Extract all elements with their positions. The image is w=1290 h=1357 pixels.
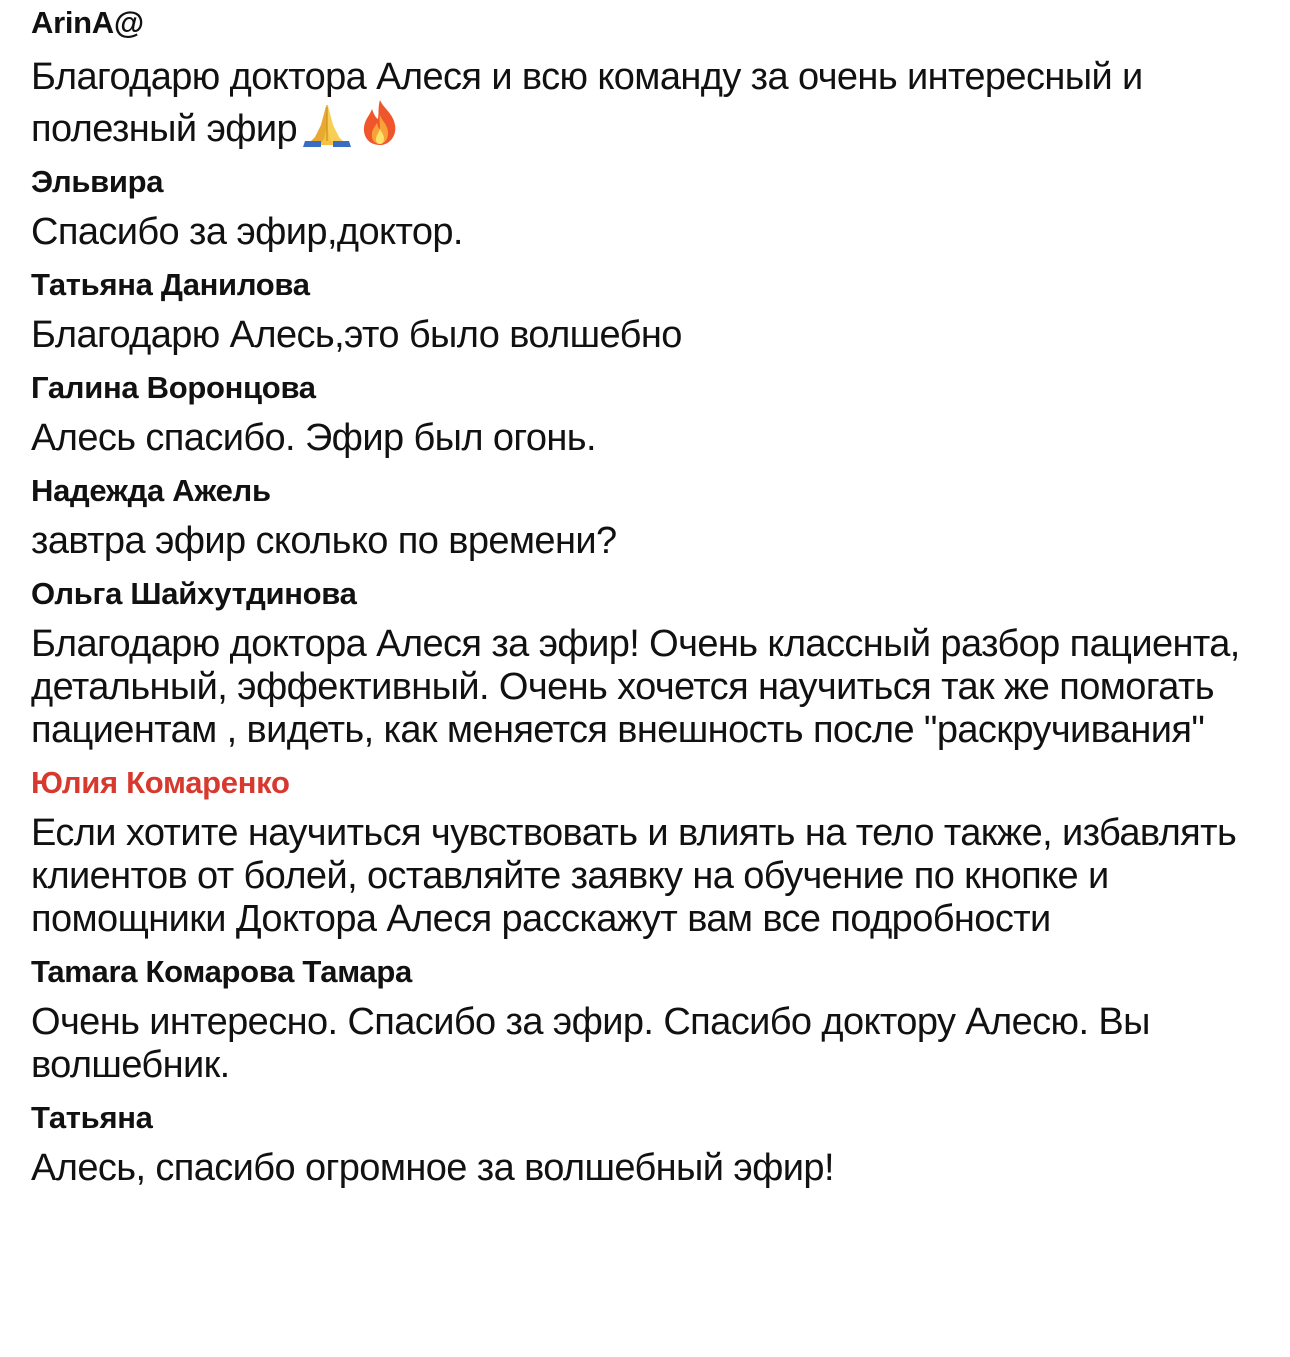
message-text-content: Благодарю доктора Алеся и всю команду за очень интересный и полезный эфир bbox=[31, 56, 1143, 150]
message-author[interactable]: ArinA@ bbox=[31, 5, 144, 40]
message-author[interactable]: Татьяна bbox=[31, 1100, 153, 1135]
fire-icon bbox=[357, 99, 403, 147]
chat-message bbox=[31, 953, 1260, 1087]
message-author[interactable]: Ольга Шайхутдинова bbox=[31, 576, 357, 611]
message-text: Спасибо за эфир,доктор. bbox=[31, 211, 463, 253]
message-text: Благодарю Алесь,это было волшебно bbox=[31, 314, 682, 356]
pray-icon bbox=[299, 103, 355, 147]
message-text: Благодарю доктора Алеся за эфир! Очень классный разбор пациента, детальный, эффективный. Очень хочется научиться так же помогать пациентам , видеть, как меняется внешность после "раскручивания" bbox=[31, 623, 1240, 751]
message-author[interactable]: Надежда Ажель bbox=[31, 473, 271, 508]
chat-message bbox=[31, 369, 1260, 460]
message-text: Если хотите научиться чувствовать и влиять на тело также, избавлять клиентов от болей, оставляйте заявку на обучение по кнопке и помощники Доктора Алеся расскажут вам все подробности bbox=[31, 812, 1237, 940]
message-text: Очень интересно. Спасибо за эфир. Спасибо доктору Алесю. Вы волшебник. bbox=[31, 1001, 1150, 1086]
message-author-moderator[interactable]: Юлия Комаренко bbox=[31, 765, 290, 800]
message-author[interactable]: Галина Воронцова bbox=[31, 370, 316, 405]
message-author[interactable]: Tamara Комарова Тамара bbox=[31, 954, 412, 989]
chat-message bbox=[31, 1099, 1260, 1190]
chat-message bbox=[31, 575, 1260, 752]
message-text: Алесь спасибо. Эфир был огонь. bbox=[31, 417, 596, 459]
chat-message bbox=[31, 472, 1260, 563]
chat-message bbox=[31, 764, 1260, 941]
chat-message bbox=[31, 0, 1260, 151]
message-author[interactable]: Татьяна Данилова bbox=[31, 267, 310, 302]
message-text: завтра эфир сколько по времени? bbox=[31, 520, 617, 562]
message-text: Алесь, спасибо огромное за волшебный эфир! bbox=[31, 1147, 834, 1189]
chat-message bbox=[31, 266, 1260, 357]
message-author[interactable]: Эльвира bbox=[31, 164, 164, 199]
message-text bbox=[31, 56, 1260, 151]
chat-message bbox=[31, 163, 1260, 254]
